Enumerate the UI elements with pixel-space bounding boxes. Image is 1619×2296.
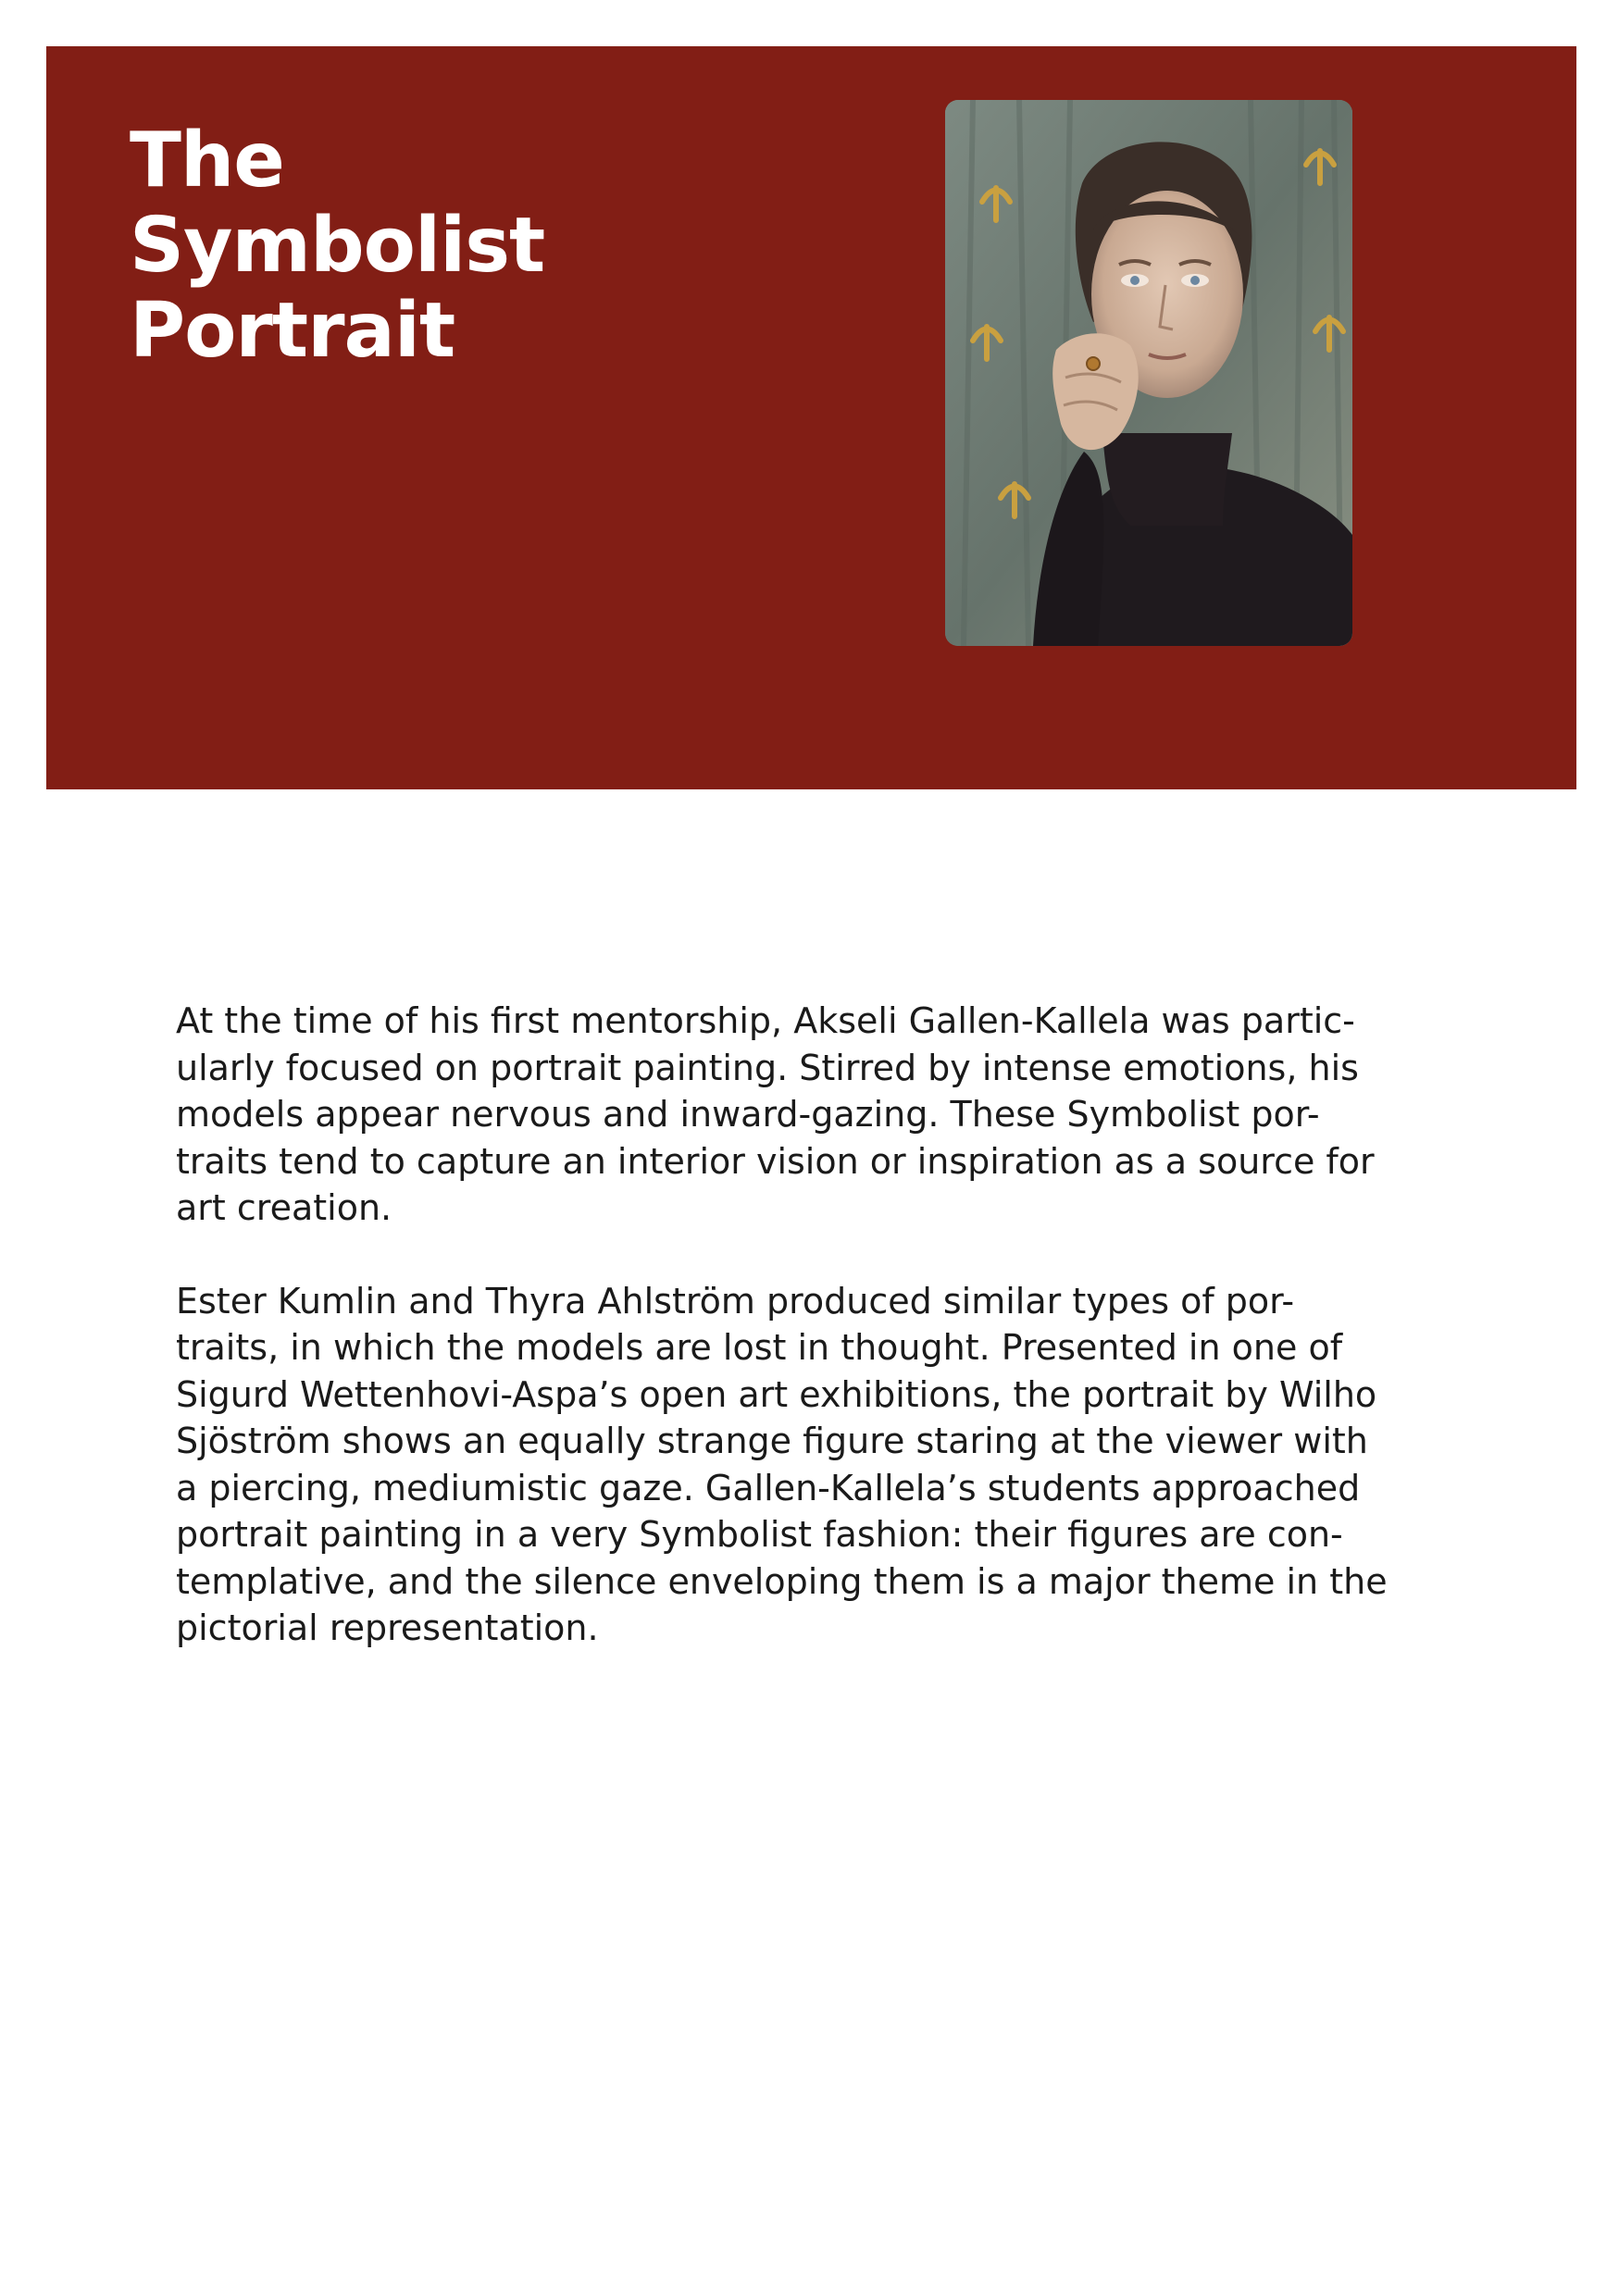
portrait-painting [945,100,1352,646]
text-line: templative, and the silence enveloping them is a major theme in the [176,1560,1388,1602]
text-line: Sigurd Wettenhovi-Aspa’s open art exhibitions, the portrait by Wilho [176,1373,1377,1415]
text-line: Ester Kumlin and Thyra Ahlström produced similar types of por- [176,1280,1295,1322]
text-line: traits tend to capture an interior vision or inspiration as a source for [176,1140,1375,1182]
title-line: The [130,117,284,205]
body-text [176,998,1407,1698]
paragraph [176,1278,1407,1652]
text-line: art creation. [176,1187,392,1228]
text-line: Sjöström shows an equally strange figure staring at the viewer with [176,1421,1368,1461]
text-line: pictorial representation. [176,1607,599,1648]
text-line: models appear nervous and inward-gazing. These Symbolist por- [176,1094,1320,1135]
paragraph [176,998,1407,1232]
page-title [130,118,648,374]
text-line: traits, in which the models are lost in thought. Presented in one of [176,1327,1343,1368]
title-line: Portrait [130,287,455,375]
painted-portrait-image [945,100,1352,646]
text-line: a piercing, mediumistic gaze. Gallen-Kallela’s students approached [176,1467,1361,1508]
title-line: Symbolist [130,202,545,290]
text-line: ularly focused on portrait painting. Stirred by intense emotions, his [176,1047,1359,1088]
text-line: portrait painting in a very Symbolist fashion: their figures are con- [176,1514,1343,1555]
text-line: At the time of his first mentorship, Akseli Gallen-Kallela was partic- [176,1000,1355,1041]
